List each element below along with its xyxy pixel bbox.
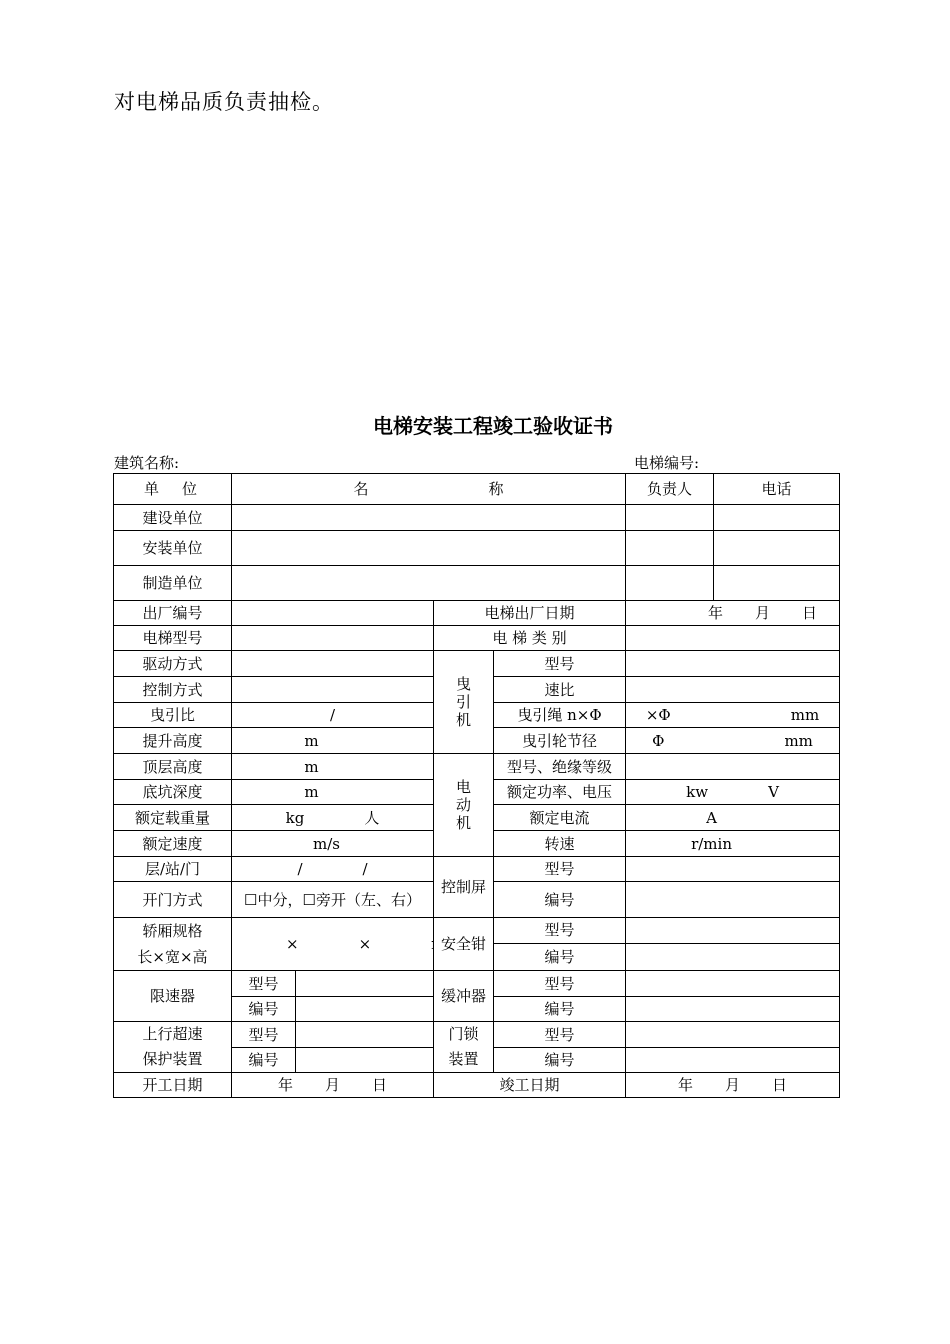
table-row — [114, 531, 840, 566]
rated-power-label: 额定功率、电压 — [494, 780, 626, 805]
construction-unit-name[interactable] — [232, 505, 626, 531]
car-spec-label: 轿厢规格 长×宽×高 — [114, 918, 232, 971]
lift-height-label: 提升高度 — [114, 728, 232, 754]
header-name: 名 称 — [232, 474, 626, 505]
up-overspeed-protection-label: 上行超速 保护装置 — [114, 1022, 232, 1073]
motor-group: 电 动 机 — [434, 754, 494, 857]
manufacturing-unit-phone[interactable] — [714, 566, 840, 601]
table-row — [114, 1022, 840, 1048]
motor-speed-label: 转速 — [494, 831, 626, 857]
start-date-value[interactable]: 年 月 日 — [232, 1073, 434, 1098]
door-lock-model-label: 型号 — [494, 1022, 626, 1048]
intro-text: 对电梯品质负责抽检。 — [114, 90, 334, 114]
lift-height-value[interactable]: m — [232, 728, 434, 754]
rated-current-label: 额定电流 — [494, 805, 626, 831]
motor-speed-value[interactable]: r/min — [626, 831, 840, 857]
safety-gear-number-label: 编号 — [494, 943, 626, 970]
floors-stations-doors-value[interactable]: / / — [232, 857, 434, 882]
table-row — [114, 505, 840, 531]
table-row — [114, 1073, 840, 1098]
traction-machine-group: 曳 引 机 — [434, 651, 494, 754]
top-floor-height-value[interactable]: m — [232, 754, 434, 780]
sheave-diameter-value[interactable]: Φ mm — [626, 728, 840, 754]
rated-load-label: 额定载重量 — [114, 805, 232, 831]
certificate-sheet — [113, 473, 840, 1098]
safety-gear-model-value[interactable] — [626, 918, 840, 944]
table-row — [114, 857, 840, 882]
buffer-group: 缓冲器 — [434, 971, 494, 1022]
start-date-label: 开工日期 — [114, 1073, 232, 1098]
safety-gear-number-value[interactable] — [626, 943, 840, 970]
building-name-label: 建筑名称: — [114, 454, 180, 472]
traction-model-label: 型号 — [494, 651, 626, 677]
buffer-model-value[interactable] — [626, 971, 840, 997]
table-row — [114, 626, 840, 651]
table-row — [114, 918, 840, 944]
floors-stations-doors-label: 层/站/门 — [114, 857, 232, 882]
governor-label: 限速器 — [114, 971, 232, 1022]
control-screen-number-value[interactable] — [626, 882, 840, 918]
table-header-row — [114, 474, 840, 505]
governor-number-value[interactable] — [296, 997, 434, 1022]
factory-number-value[interactable] — [232, 601, 434, 626]
traction-model-value[interactable] — [626, 651, 840, 677]
safety-gear-group: 安全钳 — [434, 918, 494, 971]
up-protection-model-label: 型号 — [232, 1022, 296, 1048]
motor-model-label: 型号、绝缘等级 — [494, 754, 626, 780]
governor-model-label: 型号 — [232, 971, 296, 997]
traction-ratio-value[interactable]: / — [232, 703, 434, 728]
door-lock-model-value[interactable] — [626, 1022, 840, 1048]
finish-date-label: 竣工日期 — [434, 1073, 626, 1098]
buffer-model-label: 型号 — [494, 971, 626, 997]
door-mode-label: 开门方式 — [114, 882, 232, 918]
table-row — [114, 971, 840, 997]
manufacturing-unit-name[interactable] — [232, 566, 626, 601]
certificate-title: 电梯安装工程竣工验收证书 — [373, 414, 613, 438]
table-row — [114, 566, 840, 601]
buffer-number-value[interactable] — [626, 997, 840, 1022]
installation-unit-label: 安装单位 — [114, 531, 232, 566]
certificate-table — [113, 473, 840, 1098]
rated-power-value[interactable]: kw V — [626, 780, 840, 805]
pit-depth-label: 底坑深度 — [114, 780, 232, 805]
factory-date-label: 电梯出厂日期 — [434, 601, 626, 626]
safety-gear-model-label: 型号 — [494, 918, 626, 944]
header-phone: 电话 — [714, 474, 840, 505]
table-row — [114, 754, 840, 780]
top-floor-height-label: 顶层高度 — [114, 754, 232, 780]
control-screen-number-label: 编号 — [494, 882, 626, 918]
sheave-diameter-label: 曳引轮节径 — [494, 728, 626, 754]
table-row — [114, 601, 840, 626]
rated-speed-value[interactable]: m/s — [232, 831, 434, 857]
elevator-type-label: 电 梯 类 别 — [434, 626, 626, 651]
drive-mode-value[interactable] — [232, 651, 434, 677]
factory-date-value[interactable]: 年 月 日 — [626, 601, 840, 626]
rated-current-value[interactable]: A — [626, 805, 840, 831]
door-lock-number-label: 编号 — [494, 1048, 626, 1073]
factory-number-label: 出厂编号 — [114, 601, 232, 626]
control-mode-value[interactable] — [232, 677, 434, 703]
buffer-number-label: 编号 — [494, 997, 626, 1022]
governor-number-label: 编号 — [232, 997, 296, 1022]
elevator-number-label: 电梯编号: — [634, 454, 700, 472]
elevator-type-value[interactable] — [626, 626, 840, 651]
installation-unit-name[interactable] — [232, 531, 626, 566]
up-protection-model-value[interactable] — [296, 1022, 434, 1048]
traction-rope-label: 曳引绳 n×Φ — [494, 703, 626, 728]
up-protection-number-label: 编号 — [232, 1048, 296, 1073]
car-spec-value[interactable]: × × — [232, 918, 434, 971]
finish-date-value[interactable]: 年 月 日 — [626, 1073, 840, 1098]
installation-unit-person[interactable] — [626, 531, 714, 566]
traction-rope-value[interactable]: ×Φ mm — [626, 703, 840, 728]
manufacturing-unit-person[interactable] — [626, 566, 714, 601]
construction-unit-phone[interactable] — [714, 505, 840, 531]
manufacturing-unit-label: 制造单位 — [114, 566, 232, 601]
installation-unit-phone[interactable] — [714, 531, 840, 566]
control-screen-model-value[interactable] — [626, 857, 840, 882]
elevator-model-value[interactable] — [232, 626, 434, 651]
construction-unit-label: 建设单位 — [114, 505, 232, 531]
header-unit: 单 位 — [114, 474, 232, 505]
control-screen-model-label: 型号 — [494, 857, 626, 882]
door-lock-number-value[interactable] — [626, 1048, 840, 1073]
traction-ratio-label: 曳引比 — [114, 703, 232, 728]
header-person: 负责人 — [626, 474, 714, 505]
control-mode-label: 控制方式 — [114, 677, 232, 703]
rated-speed-label: 额定速度 — [114, 831, 232, 857]
construction-unit-person[interactable] — [626, 505, 714, 531]
door-lock-group: 门锁 装置 — [434, 1022, 494, 1073]
table-row — [114, 651, 840, 677]
control-screen-group: 控制屏 — [434, 857, 494, 918]
elevator-model-label: 电梯型号 — [114, 626, 232, 651]
rated-load-value[interactable]: kg 人 — [232, 805, 434, 831]
motor-model-value[interactable] — [626, 754, 840, 780]
drive-mode-label: 驱动方式 — [114, 651, 232, 677]
up-protection-number-value[interactable] — [296, 1048, 434, 1073]
pit-depth-value[interactable]: m — [232, 780, 434, 805]
speed-ratio-label: 速比 — [494, 677, 626, 703]
door-mode-options[interactable]: ☐中分，☐旁开（左、右） — [232, 882, 434, 918]
speed-ratio-value[interactable] — [626, 677, 840, 703]
governor-model-value[interactable] — [296, 971, 434, 997]
